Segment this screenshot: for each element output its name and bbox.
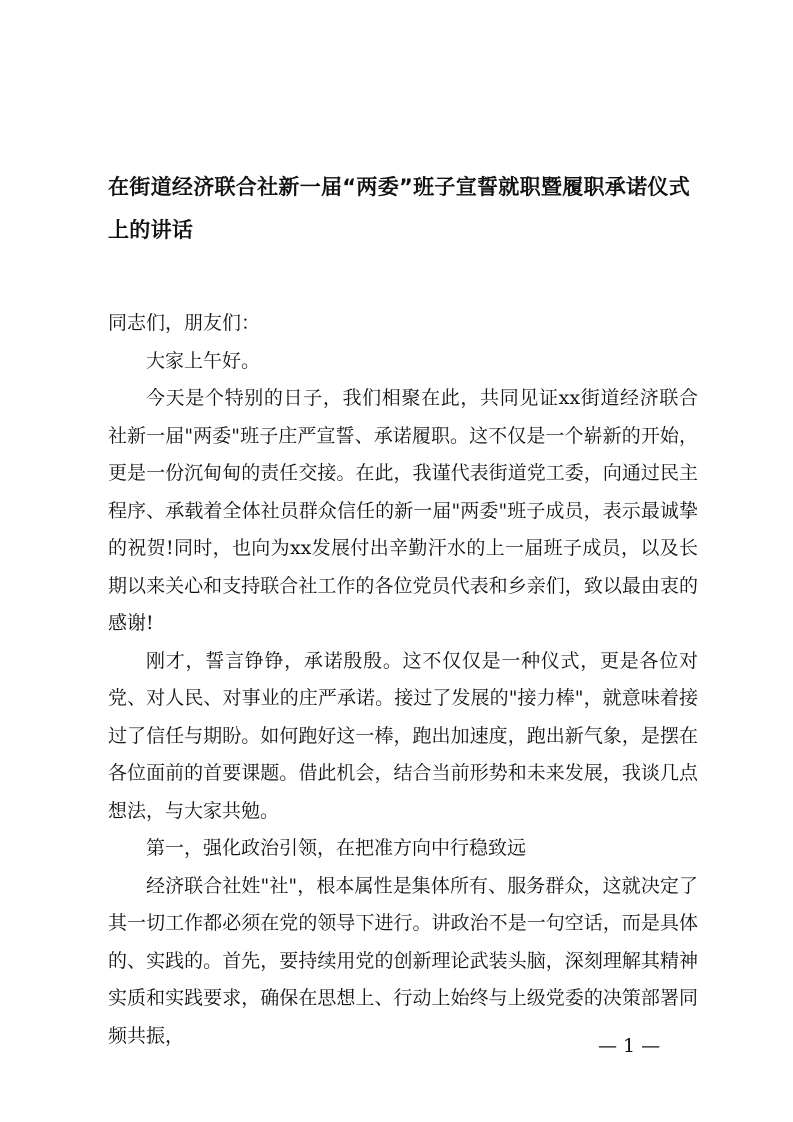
document-body [108, 305, 698, 1055]
section-heading-first: 第一，强化政治引领，在把准方向中行稳致远 [146, 837, 527, 859]
page-number: — 1 — [598, 1035, 661, 1057]
salutation: 同志们，朋友们： [108, 312, 261, 334]
paragraph-greeting: 大家上午好。 [146, 349, 261, 372]
paragraph-oath: 刚才，誓言铮铮，承诺殷殷。这不仅仅是一种仪式，更是各位对党、对人民、对事业的庄严承诺。接过了发展的"接力棒"，就意味着接过了信任与期盼。如何跑好这一棒，跑出加速度，跑出新气象，是摆在各位面前的首要课题。借此机会，结合当前形势和未来发展，我谈几点想法，与大家共勉。 [108, 649, 698, 822]
document-title: 在街道经济联合社新一届“两委”班子宣誓就职暨履职承诺仪式上的讲话 [108, 175, 691, 242]
paragraph-opening: 今天是个特别的日子，我们相聚在此，共同见证xx街道经济联合社新一届"两委"班子庄严宣誓、承诺履职。这不仅是一个崭新的开始，更是一份沉甸甸的责任交接。在此，我谨代表街道党工委，向通过民主程序、承载着全体社员群众信任的新一届"两委"班子成员，表示最诚挚的祝贺!同时，也向为xx发展付出辛勤汗水的上一届班子成员，以及长期以来关心和支持联合社工作的各位党员代表和乡亲们，致以最由衷的感谢! [108, 387, 698, 634]
paragraph-political-guidance: 经济联合社姓"社"，根本属性是集体所有、服务群众，这就决定了其一切工作都必须在党的领导下进行。讲政治不是一句空话，而是具体的、实践的。首先，要持续用党的创新理论武装头脑，深刻理解其精神实质和实践要求，确保在思想上、行动上始终与上级党委的决策部署同频共振， [108, 874, 698, 1047]
